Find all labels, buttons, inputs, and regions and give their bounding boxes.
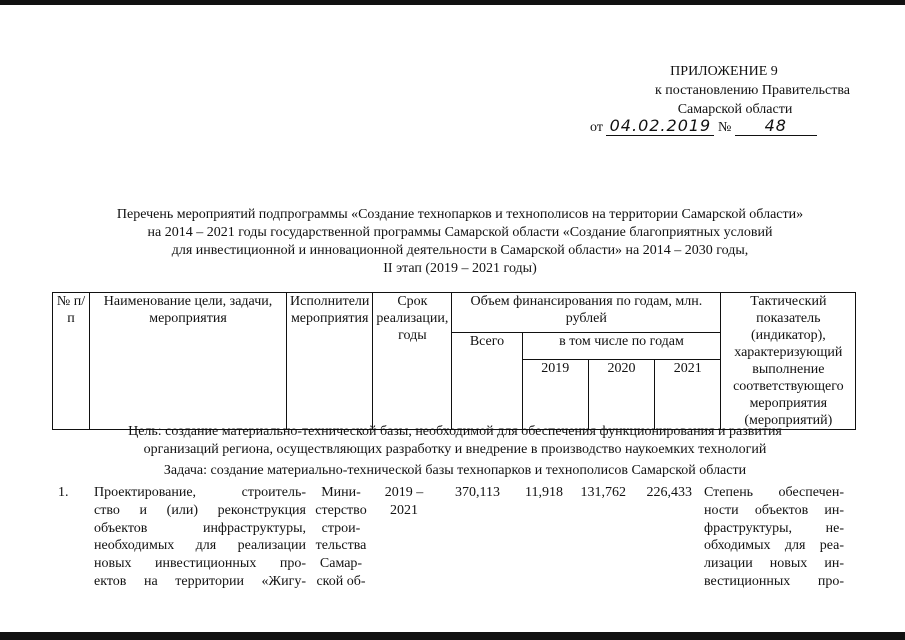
row-1-number: 1.	[58, 485, 69, 500]
appendix-resolution-line: к постановлению Правительства	[654, 83, 850, 98]
title-line-1: Перечень мероприятий подпрограммы «Создание технопарков и технополисов на территории Самарской области»	[116, 207, 804, 222]
row-1-indicator: Степень обеспечен- ности объектов ин- фраструктуры, не- обходимых для реа- лизации новых ин- вестиционных про-	[704, 485, 844, 589]
appendix-date-line	[590, 116, 817, 136]
header-term: Срок реализации, годы	[373, 293, 452, 430]
header-year-2021: 2021	[655, 360, 721, 430]
header-including: в том числе по годам	[522, 333, 721, 360]
task-text: Задача: создание материально-технической базы технопарков и технополисов Самарской области	[163, 463, 747, 478]
row-1-total: 370,113	[455, 485, 500, 500]
number-prefix: №	[717, 120, 732, 135]
goal-line-1: Цель: создание материально-технической базы, необходимой для обеспечения функционирования и развития	[128, 424, 782, 439]
document-title	[60, 206, 860, 278]
date-handwritten: 04.02.2019	[606, 116, 714, 136]
header-num: № п/п	[53, 293, 90, 430]
date-prefix: от	[590, 120, 603, 135]
header-funding: Объем финансирования по годам, млн. рублей	[452, 293, 721, 333]
header-year-2020: 2020	[588, 360, 654, 430]
scan-bottom-edge	[0, 632, 905, 640]
scan-top-edge	[0, 0, 905, 5]
title-line-3: для инвестиционной и инновационной деятельности в Самарской области» на 2014 – 2030 годы,	[171, 243, 749, 258]
row-1-name: Проектирование, строитель- ство и (или) реконструкция объектов инфраструктуры, необходимых для реализации новых инвестиционных про- ектов на территории «Жигу-	[94, 485, 306, 589]
row-1-year-2021: 226,433	[646, 485, 692, 500]
row-1-term: 2019 – 2021	[384, 485, 424, 518]
row-1-executor: Мини- стерство строи- тельства Самар- ской об-	[315, 485, 367, 589]
appendix-title: ПРИЛОЖЕНИЕ 9	[670, 64, 778, 79]
header-year-2019: 2019	[522, 360, 588, 430]
goal-line-2: организаций региона, осуществляющих разработку и внедрение в производство наукоемких технологий	[143, 442, 767, 457]
header-total: Всего	[452, 333, 522, 430]
goal-text	[60, 423, 850, 459]
header-executor: Исполнители мероприятия	[287, 293, 373, 430]
header-name: Наименование цели, задачи, мероприятия	[90, 293, 287, 430]
number-handwritten: 48	[735, 116, 817, 136]
row-1-year-2020: 131,762	[580, 485, 626, 500]
appendix-region-line: Самарской области	[677, 102, 793, 117]
measures-table-header	[52, 292, 856, 430]
appendix-header	[560, 62, 850, 119]
title-line-4: II этап (2019 – 2021 годы)	[383, 261, 537, 276]
row-1-year-2019: 11,918	[525, 485, 563, 500]
title-line-2: на 2014 – 2021 годы государственной программы Самарской области «Создание благоприятных условий	[147, 225, 773, 240]
header-indicator: Тактический показатель (индикатор), характеризующий выполнение соответствующего мероприятия (мероприятий)	[721, 293, 856, 430]
